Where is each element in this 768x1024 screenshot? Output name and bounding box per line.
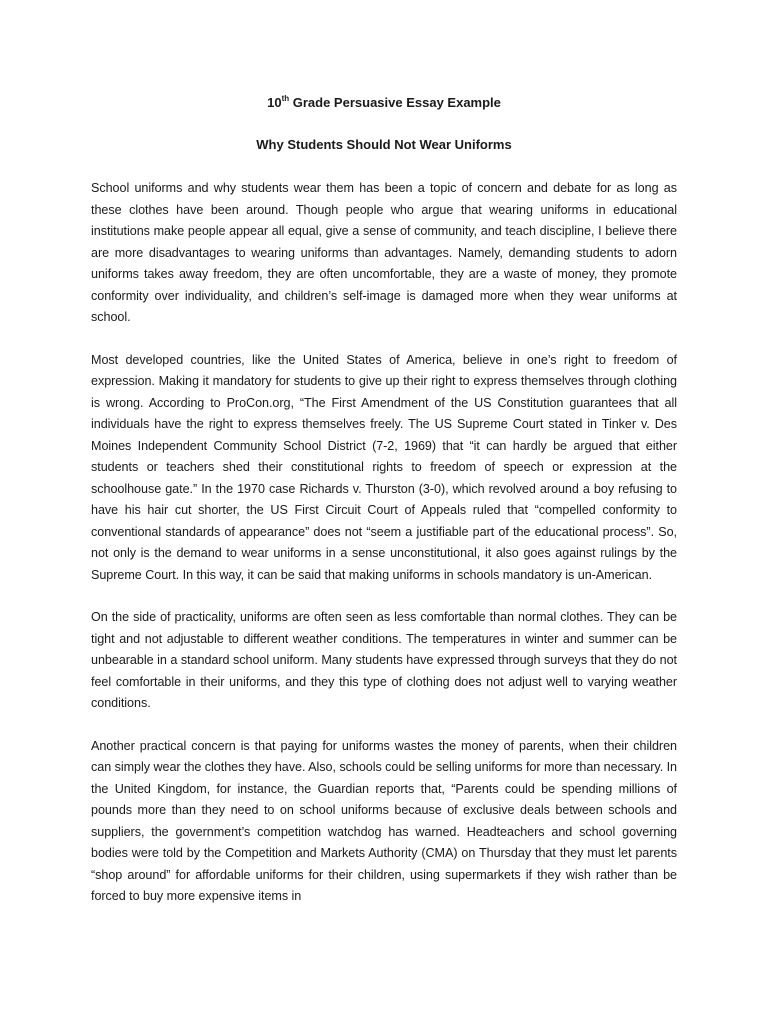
paragraph-comfort: On the side of practicality, uniforms are often seen as less comfortable than normal clothes. They can be tight and not adjustable to different weather conditions. The temperatures in winter and summer can be unbearable in a standard school uniform. Many students have expressed through surveys that they do not feel comfortable in their uniforms, and they this type of clothing does not adjust well to varying weather conditions. (91, 610, 677, 710)
title-superscript: th (281, 93, 290, 103)
paragraph-freedom: Most developed countries, like the United States of America, believe in one’s right to freedom of expression. Making it mandatory for students to give up their right to express themselves through clothing is wrong. According to ProCon.org, “The First Amendment of the US Constitution guarantees that all individuals have the right to express themselves freely. The US Supreme Court stated in Tinker v. Des Moines Independent Community School District (7-2, 1969) that “it can hardly be argued that either students or teachers shed their constitutional rights to freedom of speech or expression at the schoolhouse gate.” In the 1970 case Richards v. Thurston (3-0), which revolved around a boy refusing to have his hair cut shorter, the US First Circuit Court of Appeals ruled that “compelled conformity to conventional standards of appearance” does not “seem a justifiable part of the educational process”. So, not only is the demand to wear uniforms in a sense unconstitutional, it also goes against rulings by the Supreme Court. In this way, it can be said that making uniforms in schools mandatory is un-American. (91, 352, 677, 582)
essay-body (91, 178, 677, 929)
paragraph-intro: School uniforms and why students wear them has been a topic of concern and debate for as long as these clothes have been around. Though people who argue that wearing uniforms in educational institutions make people appear all equal, give a sense of community, and teach discipline, I believe there are more disadvantages to wearing uniforms than advantages. Namely, demanding students to adorn uniforms takes away freedom, they are often uncomfortable, they are a waste of money, they promote conformity over individuality, and children’s self-image is damaged more when they wear uniforms at school. (91, 181, 677, 324)
document-title (0, 94, 768, 112)
title-prefix: 10 (267, 95, 282, 110)
title-rest: Grade Persuasive Essay Example (289, 95, 501, 110)
essay-subtitle: Why Students Should Not Wear Uniforms (256, 137, 512, 152)
paragraph-cost: Another practical concern is that paying for uniforms wastes the money of parents, when their children can simply wear the clothes they have. Also, schools could be selling uniforms for more than necessary. In the United Kingdom, for instance, the Guardian reports that, “Parents could be spending millions of pounds more than they need to on school uniforms because of exclusive deals between schools and suppliers, the government’s competition watchdog has warned. Headteachers and school governing bodies were told by the Competition and Markets Authority (CMA) on Thursday that they must let parents “shop around” for affordable uniforms for their children, using supermarkets if they wish rather than be forced to buy more expensive items in (91, 738, 677, 903)
